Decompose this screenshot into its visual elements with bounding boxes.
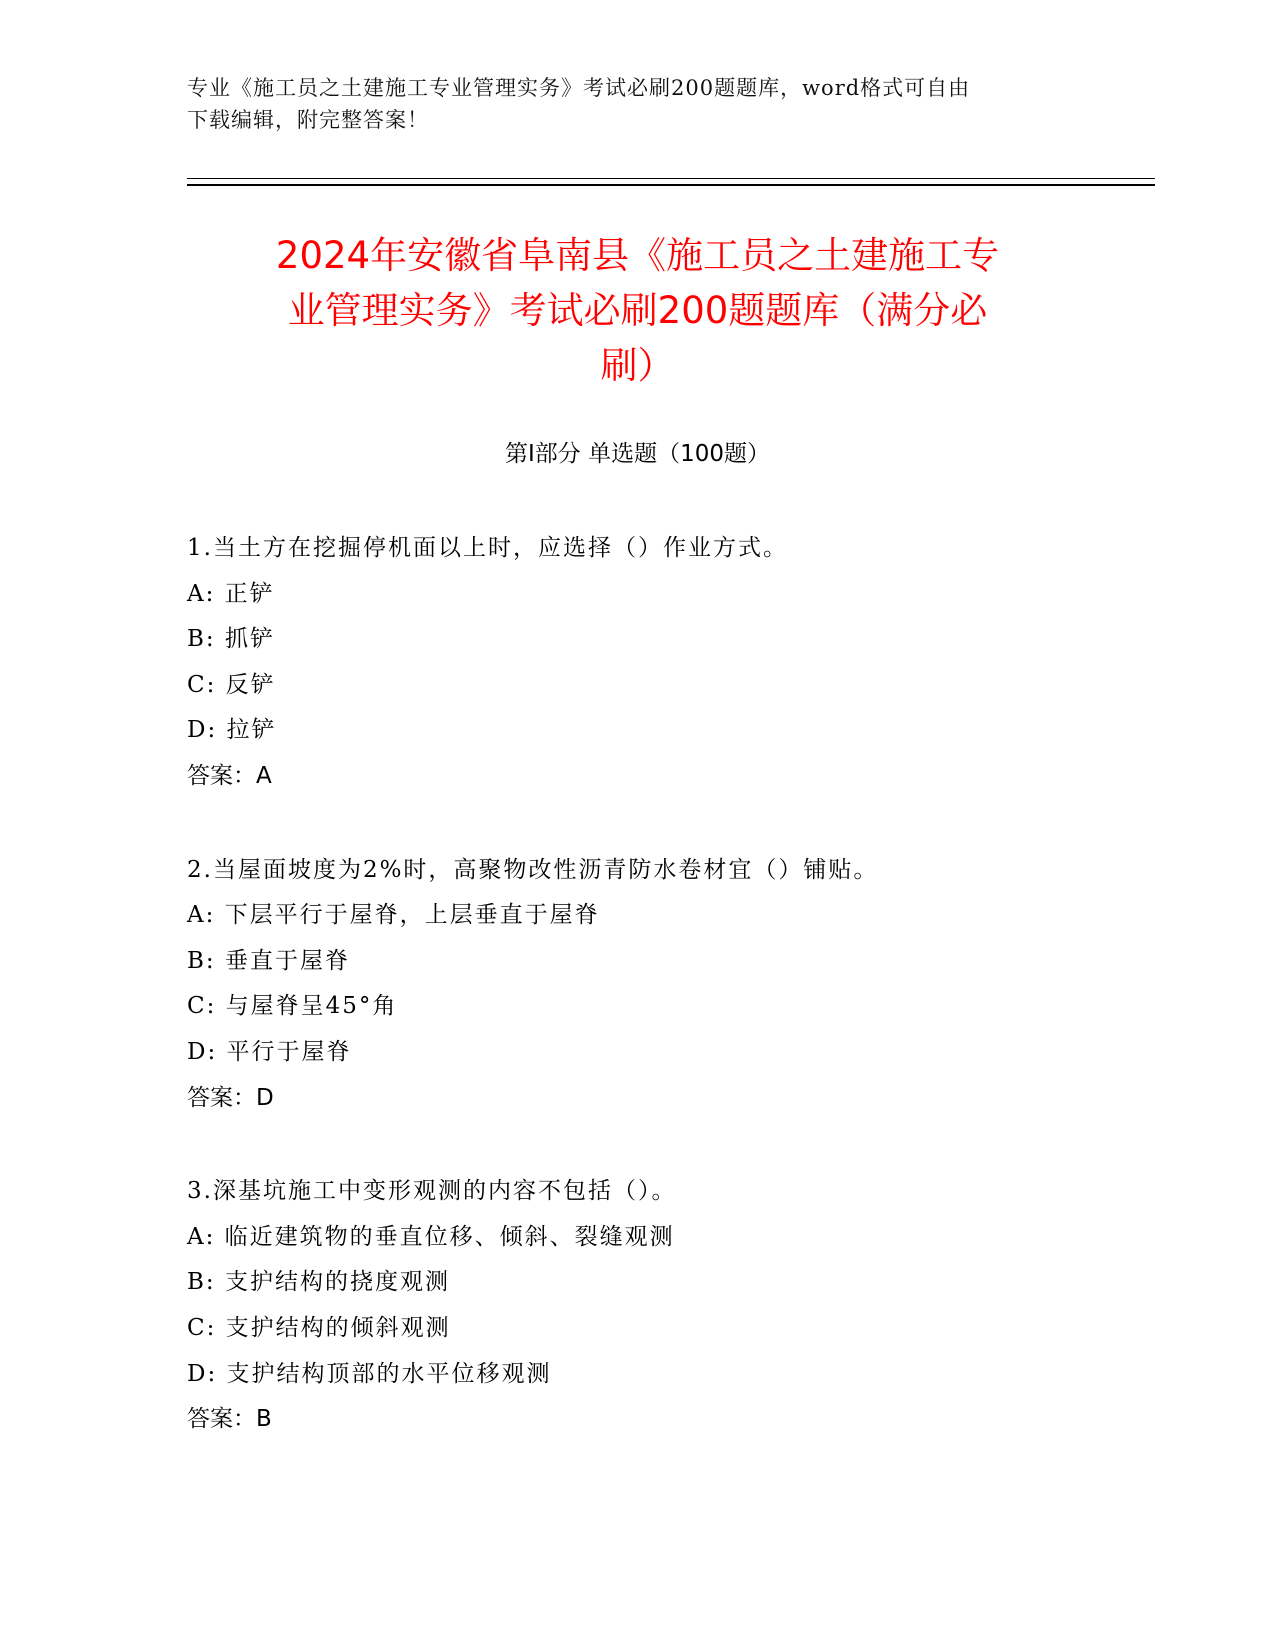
option-d: D: 拉铲 <box>187 717 277 744</box>
answer: 答案：A <box>187 762 272 789</box>
question-stem: 1.当土方在挖掘停机面以上时，应选择（）作业方式。 <box>187 535 788 561</box>
document-title-line-2: 业管理实务》考试必刷200题题库（满分必 <box>287 289 988 332</box>
option-a: A: 正铲 <box>187 580 275 607</box>
header-note-line-2: 下载编辑，附完整答案！ <box>187 108 429 132</box>
section-heading: 第Ⅰ部分 单选题（100题） <box>505 441 770 467</box>
option-d: D: 支护结构顶部的水平位移观测 <box>187 1360 552 1387</box>
option-b: B: 支护结构的挠度观测 <box>187 1269 450 1296</box>
option-a: A: 临近建筑物的垂直位移、倾斜、裂缝观测 <box>187 1223 675 1250</box>
question-1 <box>187 526 1087 800</box>
document-title-line-1: 2024年安徽省阜南县《施工员之土建施工专 <box>275 234 1000 277</box>
question-2 <box>187 848 1087 1122</box>
option-b: B: 垂直于屋脊 <box>187 947 350 974</box>
document-title <box>180 228 1095 393</box>
option-c: C: 与屋脊呈45°角 <box>187 993 398 1020</box>
header-note-line-1: 专业《施工员之土建施工专业管理实务》考试必刷200题题库，word格式可自由 <box>187 76 971 100</box>
question-stem: 3.深基坑施工中变形观测的内容不包括（）。 <box>187 1178 677 1205</box>
answer: 答案：D <box>187 1084 274 1111</box>
question-3 <box>187 1169 1087 1443</box>
question-stem: 2.当屋面坡度为2%时，高聚物改性沥青防水卷材宜（）铺贴。 <box>187 856 879 883</box>
option-c: C: 支护结构的倾斜观测 <box>187 1314 451 1341</box>
question-list <box>187 526 1087 1491</box>
option-a: A: 下层平行于屋脊，上层垂直于屋脊 <box>187 902 600 929</box>
document-title-line-3: 刷） <box>600 344 675 387</box>
option-b: B: 抓铲 <box>187 626 275 653</box>
answer: 答案：B <box>187 1406 272 1433</box>
header-divider-bottom <box>187 184 1155 186</box>
option-c: C: 反铲 <box>187 671 276 698</box>
option-d: D: 平行于屋脊 <box>187 1038 352 1065</box>
header-note <box>187 72 1067 136</box>
header-divider-top <box>187 178 1155 179</box>
